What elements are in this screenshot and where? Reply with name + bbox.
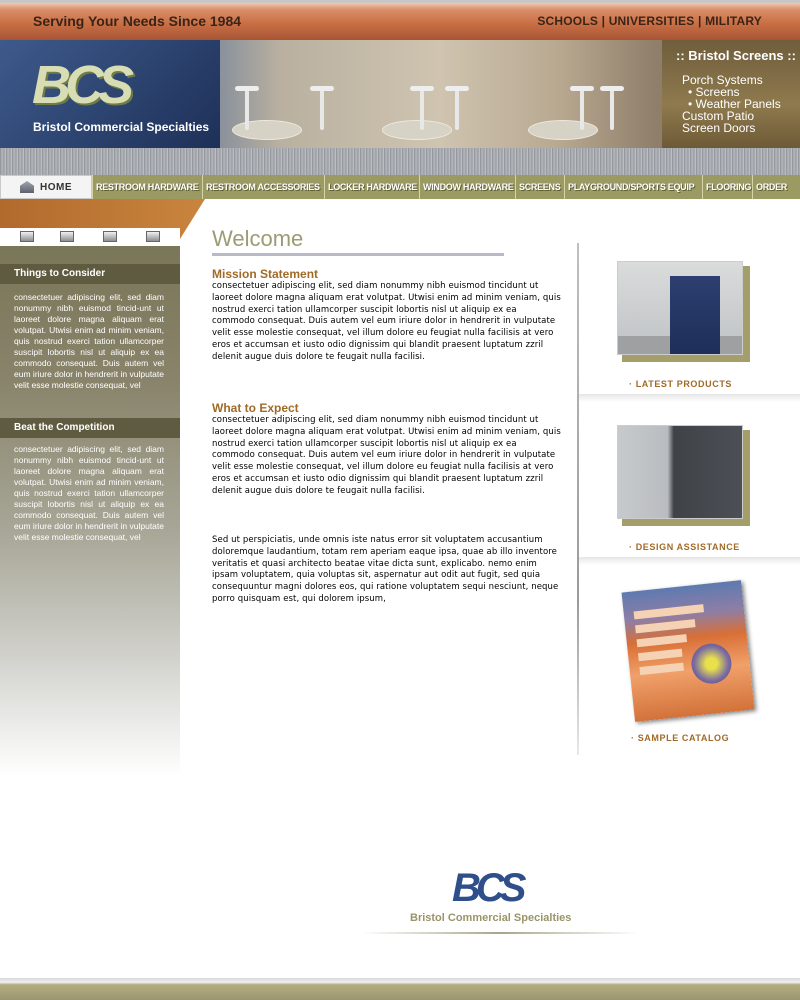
welcome-rule <box>212 253 504 256</box>
footer-rule <box>360 932 640 934</box>
screens-item[interactable]: Screen Doors <box>682 121 756 135</box>
section-shade <box>579 557 800 565</box>
main-nav <box>0 175 800 199</box>
design-assistance-link[interactable]: · DESIGN ASSISTANCE <box>629 542 740 552</box>
welcome-heading: Welcome <box>212 226 304 251</box>
markets-links[interactable]: SCHOOLS | UNIVERSITIES | MILITARY <box>537 14 762 28</box>
bristol-screens-panel[interactable] <box>662 40 800 148</box>
knob-icon <box>20 231 34 242</box>
screens-item[interactable]: • Weather Panels <box>688 97 781 111</box>
bottom-strip <box>0 978 800 1000</box>
things-text: consectetuer adipiscing elit, sed diam nonummy nibh euismod tincid-unt ut laoreet dolore magna aliquam erat volutpat. Utwisi enim ad minim veniam, quis nostrud exerci tation ullamcorper suscipit lobortis nisl ut aliquip ex ea commodo consequat. Duis autem vel eum iriure dolor in hendrerit in vulputate velit esse molestie consequat, vel <box>14 292 164 390</box>
screens-item[interactable]: • Screens <box>688 85 740 99</box>
footer-logo: BCS <box>452 866 522 910</box>
nav-restroom-accessories[interactable]: RESTROOM ACCESSORIES <box>202 175 324 199</box>
faucet-image <box>420 90 424 130</box>
faucet-image <box>320 90 324 130</box>
sample-catalog-link[interactable]: · SAMPLE CATALOG <box>631 733 730 743</box>
catalog-bar <box>639 663 684 676</box>
nav-window-hardware[interactable]: WINDOW HARDWARE <box>419 175 515 199</box>
nav-flooring[interactable]: FLOORING <box>702 175 752 199</box>
metal-strip <box>0 148 800 175</box>
nav-playground-sports[interactable]: PLAYGROUND/SPORTS EQUIP <box>564 175 702 199</box>
screens-list <box>682 74 781 134</box>
mission-text: consectetuer adipiscing elit, sed diam nonummy nibh euismod tincidunt ut laoreet dolore magna aliquam erat volutpat. Utwisi enim ad minim veniam, quis nostrud exerci tation ullamcorper suscipit lobortis nisl ut aliquip ex ea commodo consequat. Duis autem vel eum iriure dolor in hendrerit in vulputate velit esse molestie consequat, vel illum dolore eu feugiat nulla facilisis at vero eros et accumsan et iusto odio dignissim qui blandit praesent luptatum zzril delenit augue duis dolore te feugait nulla facilisi. <box>212 281 561 362</box>
nav-screens[interactable]: SCREENS <box>515 175 564 199</box>
nav-home-label: HOME <box>40 181 72 193</box>
beat-text: consectetuer adipiscing elit, sed diam nonummy nibh euismod tincid-unt ut laoreet dolore magna aliquam erat volutpat. Utwisi enim ad minim veniam, quis nostrud exerci tation ullamcorper suscipit lobortis nisl ut aliquip ex ea commodo consequat. Duis autem vel eum iriure dolor in hendrerit in vulputate velit esse molestie consequat, vel <box>14 444 164 542</box>
latest-products-image[interactable] <box>617 261 743 355</box>
sink-image <box>528 120 598 140</box>
header-banner <box>0 40 800 148</box>
catalog-lock-icon <box>689 642 733 686</box>
faucet-image <box>245 90 249 130</box>
beat-header <box>0 418 180 438</box>
slogan: Serving Your Needs Since 1984 <box>33 13 242 29</box>
latest-products-link[interactable]: · LATEST PRODUCTS <box>629 379 733 389</box>
knob-icon <box>60 231 74 242</box>
screens-title: :: Bristol Screens :: <box>676 48 796 63</box>
knob-icon <box>146 231 160 242</box>
design-assistance-image[interactable] <box>617 425 743 519</box>
footer-company-name: Bristol Commercial Specialties <box>410 912 572 924</box>
faucet-image <box>580 90 584 130</box>
logo[interactable] <box>0 40 220 148</box>
catalog-bar <box>635 619 696 633</box>
sink-image <box>382 120 452 140</box>
stall-door-shape <box>670 276 720 355</box>
catalog-bar <box>638 649 683 662</box>
mission-title: Mission Statement <box>212 267 319 281</box>
sample-catalog-image[interactable] <box>622 580 755 722</box>
home-icon <box>20 181 34 193</box>
nav-restroom-hardware[interactable]: RESTROOM HARDWARE <box>92 175 202 199</box>
column-divider <box>577 243 579 755</box>
faucet-image <box>610 90 614 130</box>
faucet-image <box>455 90 459 130</box>
extra-text: Sed ut perspiciatis, unde omnis iste natus error sit voluptatem accusantium doloremque laudantium, totam rem aperiam eaque ipsa, quae ab illo inventore veritatis et quasi architecto beatae vitae dicta sunt, explicabo. nemo enim ipsam voluptatem, quia voluptas sit, aspernatur aut odit aut fugit, sed quia consequuntur magni dolores eos, qui ratione voluptatem sequi nesciunt, neque porro quisquam est, qui dolorem ipsum, <box>212 535 559 604</box>
screens-item[interactable]: Custom Patio <box>682 109 755 123</box>
things-header <box>0 264 180 284</box>
expect-title: What to Expect <box>212 401 299 415</box>
nav-order[interactable]: ORDER <box>752 175 800 199</box>
sidebar-knobs <box>0 228 180 246</box>
catalog-bar <box>636 634 687 647</box>
expect-text: consectetuer adipiscing elit, sed diam nonummy nibh euismod tincidunt ut laoreet dolore magna aliquam erat volutpat. Utwisi enim ad minim veniam, quis nostrud exerci tation ullamcorper suscipit lobortis nisl ut aliquip ex ea commodo consequat. Duis autem vel eum iriure dolor in hendrerit in vulputate velit esse molestie consequat, vel illum dolore eu feugiat nulla facilisis at vero eros et accumsan et iusto odio dignissim qui blandit praesent luptatum zzril delenit augue duis dolore te feugait nulla facilisi. <box>212 415 561 496</box>
catalog-bar <box>634 604 704 619</box>
screens-item[interactable]: Porch Systems <box>682 73 763 87</box>
things-title: Things to Consider <box>14 268 106 279</box>
left-sidebar <box>0 246 180 776</box>
logo-letters: BCS <box>32 55 129 115</box>
sink-image <box>232 120 302 140</box>
company-name: Bristol Commercial Specialties <box>33 120 210 134</box>
nav-locker-hardware[interactable]: LOCKER HARDWARE <box>324 175 419 199</box>
top-bar <box>0 0 800 40</box>
nav-home[interactable] <box>0 175 92 199</box>
section-shade <box>579 394 800 402</box>
knob-icon <box>103 231 117 242</box>
beat-title: Beat the Competition <box>14 422 115 433</box>
